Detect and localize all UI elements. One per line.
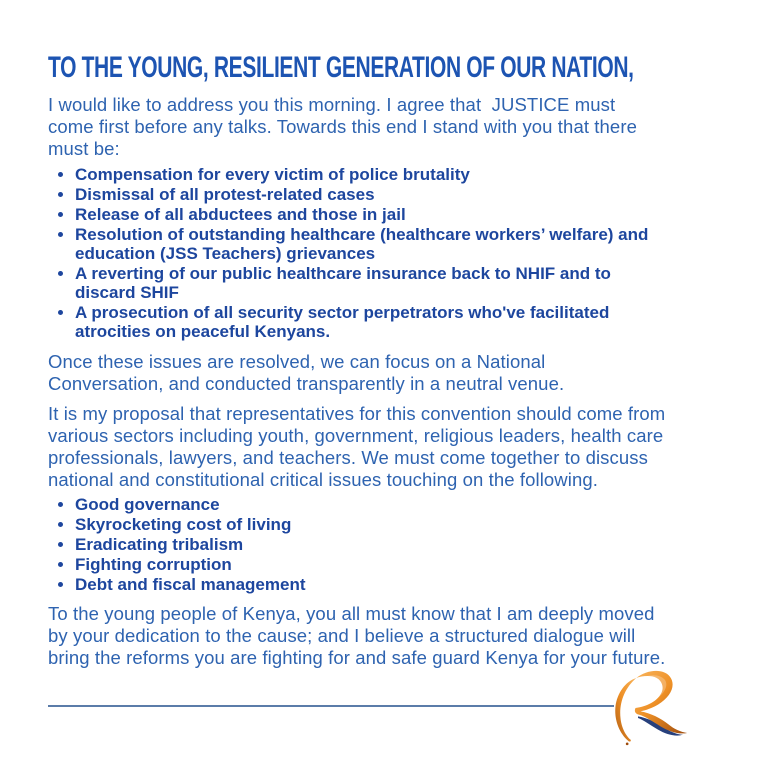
list-item-text: Resolution of outstanding healthcare (healthcare workers’ welfare) and education (JSS Teachers) grievances — [75, 225, 649, 263]
list-item — [58, 535, 666, 554]
list-item — [58, 205, 666, 224]
bullet-icon — [58, 232, 63, 237]
list-item — [58, 555, 666, 574]
list-item — [58, 185, 666, 204]
list-item-text: Debt and fiscal management — [75, 575, 306, 594]
topics-list — [48, 495, 666, 594]
bullet-icon — [58, 502, 63, 507]
list-item — [58, 165, 666, 184]
demands-list — [48, 165, 666, 341]
footer-divider — [48, 705, 614, 707]
page-title: TO THE YOUNG, RESILIENT GENERATION OF OUR NATION, — [48, 51, 634, 84]
list-item-text: Skyrocketing cost of living — [75, 515, 292, 534]
list-item — [58, 303, 666, 341]
letter-body — [48, 51, 671, 669]
bullet-icon — [58, 212, 63, 217]
bullet-icon — [58, 542, 63, 547]
list-item-text: Compensation for every victim of police brutality — [75, 165, 470, 184]
list-item-text: Fighting corruption — [75, 555, 232, 574]
list-item — [58, 264, 666, 302]
list-item-text: A prosecution of all security sector perpetrators who've facilitated atrocities on peaceful Kenyans. — [75, 303, 610, 341]
list-item-text: Good governance — [75, 495, 220, 514]
bullet-icon — [58, 522, 63, 527]
signature-r-logo — [606, 668, 690, 748]
list-item-text: Release of all abductees and those in jail — [75, 205, 406, 224]
list-item — [58, 575, 666, 594]
list-item — [58, 225, 666, 263]
list-item-text: A reverting of our public healthcare insurance back to NHIF and to discard SHIF — [75, 264, 611, 302]
bullet-icon — [58, 192, 63, 197]
list-item — [58, 515, 666, 534]
bullet-icon — [58, 172, 63, 177]
bullet-icon — [58, 271, 63, 276]
bullet-icon — [58, 562, 63, 567]
closing-paragraph: To the young people of Kenya, you all must know that I am deeply moved by your dedication to the cause; and I believe a structured dialogue will bring the reforms you are fighting for and safe guard Kenya for your future. — [48, 603, 666, 668]
bullet-icon — [58, 582, 63, 587]
list-item-text: Dismissal of all protest-related cases — [75, 185, 375, 204]
logo-bowl-highlight — [640, 675, 667, 706]
bullet-icon — [58, 310, 63, 315]
logo-stem — [615, 678, 636, 742]
intro-paragraph: I would like to address you this morning. I agree that JUSTICE must come first before any talks. Towards this end I stand with you that there must be: — [48, 94, 643, 159]
list-item-text: Eradicating tribalism — [75, 535, 244, 554]
resolution-paragraph: Once these issues are resolved, we can focus on a National Conversation, and conducted transparently in a neutral venue. — [48, 351, 565, 394]
proposal-paragraph: It is my proposal that representatives for this convention should come from various sectors including youth, government, religious leaders, health care professionals, lawyers, and teachers. We must come together to discuss national and constitutional critical issues touching on the following. — [48, 403, 671, 490]
list-item — [58, 495, 666, 514]
